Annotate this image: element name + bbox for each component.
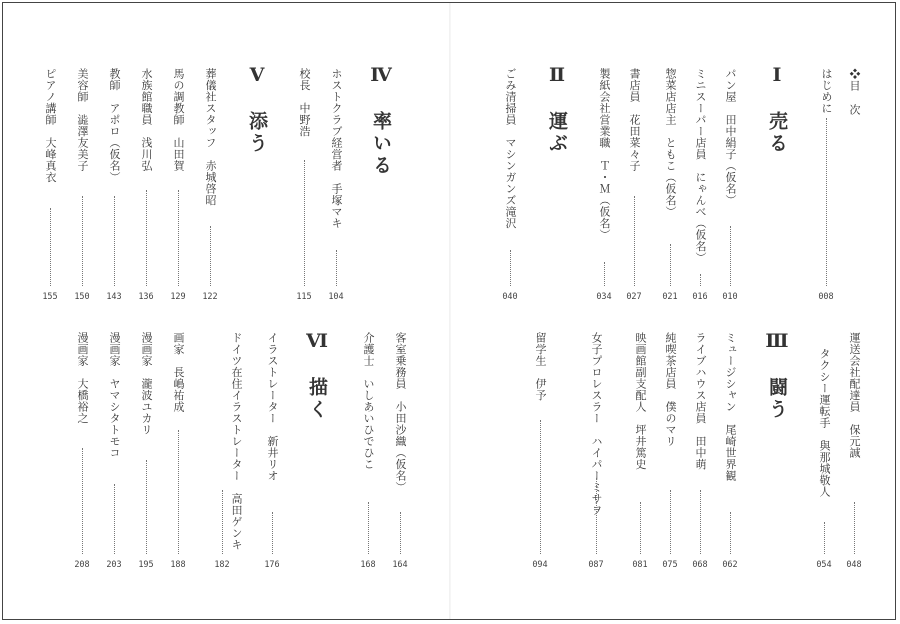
toc-entry-page: 164	[392, 560, 408, 570]
leader-dots	[368, 502, 369, 554]
leader-dots	[146, 190, 147, 286]
toc-entry-text: ミニスーパー店員 にゃんべ（仮名）	[694, 68, 707, 264]
toc-entry-page: 168	[360, 560, 376, 570]
toc-entry-text: ホストクラブ経営者 手塚マキ	[330, 68, 343, 229]
section-heading: Ⅴ 添う	[246, 64, 268, 155]
toc-entry-page: 054	[816, 560, 832, 570]
leader-dots	[510, 250, 511, 286]
toc-entry-page: 182	[214, 560, 230, 570]
toc-entry-page: 136	[138, 292, 154, 302]
leader-dots	[114, 484, 115, 554]
leader-dots	[700, 274, 701, 286]
leader-dots	[730, 512, 731, 554]
toc-entry-text: ドイツ在住イラストレーター 高田ゲンキ	[230, 332, 243, 551]
toc-entry-text: タクシー運転手 與那城敬人	[818, 348, 831, 498]
leader-dots	[670, 244, 671, 286]
toc-entry-page: 062	[722, 560, 738, 570]
toc-entry-text: 女子プロレスラー ハイパーミサヲ	[590, 332, 603, 516]
toc-entry-page: 081	[632, 560, 648, 570]
leader-dots	[670, 490, 671, 554]
toc-entry-page: 087	[588, 560, 604, 570]
leader-dots	[400, 512, 401, 554]
toc-title: ❖目 次	[848, 68, 861, 116]
leader-dots	[210, 226, 211, 286]
leader-dots	[596, 478, 597, 554]
leader-dots	[730, 226, 731, 286]
toc-entry-page: 176	[264, 560, 280, 570]
toc-entry-text: ピアノ講師 大峰真衣	[44, 68, 57, 183]
toc-entry-text: イラストレーター 新井リオ	[266, 332, 279, 482]
toc-entry-page: 016	[692, 292, 708, 302]
toc-entry-page: 034	[596, 292, 612, 302]
leader-dots	[854, 502, 855, 554]
toc-entry-page: 048	[846, 560, 862, 570]
toc-entry-page: 075	[662, 560, 678, 570]
toc-entry-text: 教師 アポロ（仮名）	[108, 68, 121, 183]
toc-entry-text: 製紙会社営業職 Ｔ・Ｍ（仮名）	[598, 68, 611, 241]
section-heading: Ⅱ 運ぶ	[546, 64, 568, 155]
leader-dots	[146, 460, 147, 554]
leader-dots	[336, 250, 337, 286]
toc-entry-page: 155	[42, 292, 58, 302]
toc-entry-page: 203	[106, 560, 122, 570]
toc-entry-text: 校長 中野浩	[298, 68, 311, 137]
toc-entry-text: パン屋 田中絹子（仮名）	[724, 68, 737, 206]
leader-dots	[178, 190, 179, 286]
toc-entry-page: 195	[138, 560, 154, 570]
toc-entry-text: 画家 長嶋祐成	[172, 332, 185, 413]
toc-entry-text: 馬の調教師 山田賀	[172, 68, 185, 172]
toc-entry-text: 映画館副支配人 坪井篤史	[634, 332, 647, 470]
toc-entry-text: 客室乗務員 小田沙織（仮名）	[394, 332, 407, 493]
toc-entry-page: 021	[662, 292, 678, 302]
toc-entry-page: 115	[296, 292, 312, 302]
toc-entry-page: 094	[532, 560, 548, 570]
toc-entry-text: 運送会社配達員 保元誠	[848, 332, 861, 459]
book-gutter	[449, 3, 451, 619]
toc-entry-page: 104	[328, 292, 344, 302]
toc-entry-text: 水族館職員 浅川弘	[140, 68, 153, 172]
toc-entry-page: 150	[74, 292, 90, 302]
toc-entry-text: ミュージシャン 尾崎世界観	[724, 332, 737, 482]
leader-dots	[82, 196, 83, 286]
toc-entry-text: 美容師 澁澤友美子	[76, 68, 89, 172]
leader-dots	[272, 512, 273, 554]
leader-dots	[222, 490, 223, 554]
toc-entry-text: 惣菜店店主 ともこ（仮名）	[664, 68, 677, 218]
toc-entry-page: 027	[626, 292, 642, 302]
leader-dots	[540, 420, 541, 554]
section-heading: Ⅰ 売る	[766, 64, 788, 155]
section-heading: Ⅲ 闘う	[766, 330, 788, 421]
toc-entry-page: 122	[202, 292, 218, 302]
toc-entry-page: 040	[502, 292, 518, 302]
toc-entry-page: 008	[818, 292, 834, 302]
toc-entry-text: 漫画家 ヤマシタトモコ	[108, 332, 121, 459]
leader-dots	[824, 522, 825, 554]
toc-entry-page: 143	[106, 292, 122, 302]
toc-entry-page: 129	[170, 292, 186, 302]
toc-entry-text: 純喫茶店員 僕のマリ	[664, 332, 677, 447]
leader-dots	[82, 448, 83, 554]
leader-dots	[114, 196, 115, 286]
toc-entry-page: 208	[74, 560, 90, 570]
toc-entry-page: 010	[722, 292, 738, 302]
toc-entry-page: 188	[170, 560, 186, 570]
toc-entry-text: 葬儀社スタッフ 赤城啓昭	[204, 68, 217, 206]
toc-entry-text: ごみ清掃員 マシンガンズ滝沢	[504, 68, 517, 229]
leader-dots	[700, 490, 701, 554]
toc-entry-text: 書店員 花田菜々子	[628, 68, 641, 172]
leader-dots	[634, 196, 635, 286]
toc-entry-page: 068	[692, 560, 708, 570]
toc-entry-text: 漫画家 大橋裕之	[76, 332, 89, 424]
leader-dots	[604, 262, 605, 286]
toc-entry-text: ライブハウス店員 田中萌	[694, 332, 707, 470]
toc-entry-text: はじめに	[820, 68, 833, 114]
toc-entry-text: 漫画家 瀧波ユカリ	[140, 332, 153, 436]
section-heading: Ⅳ 率いる	[370, 64, 392, 177]
leader-dots	[304, 160, 305, 286]
toc-entry-text: 留学生 伊予	[534, 332, 547, 401]
section-heading: Ⅵ 描く	[306, 330, 328, 421]
leader-dots	[50, 208, 51, 286]
leader-dots	[178, 430, 179, 554]
leader-dots	[640, 502, 641, 554]
leader-dots	[826, 118, 827, 286]
toc-entry-text: 介護士 いしあいひでひこ	[362, 332, 375, 470]
